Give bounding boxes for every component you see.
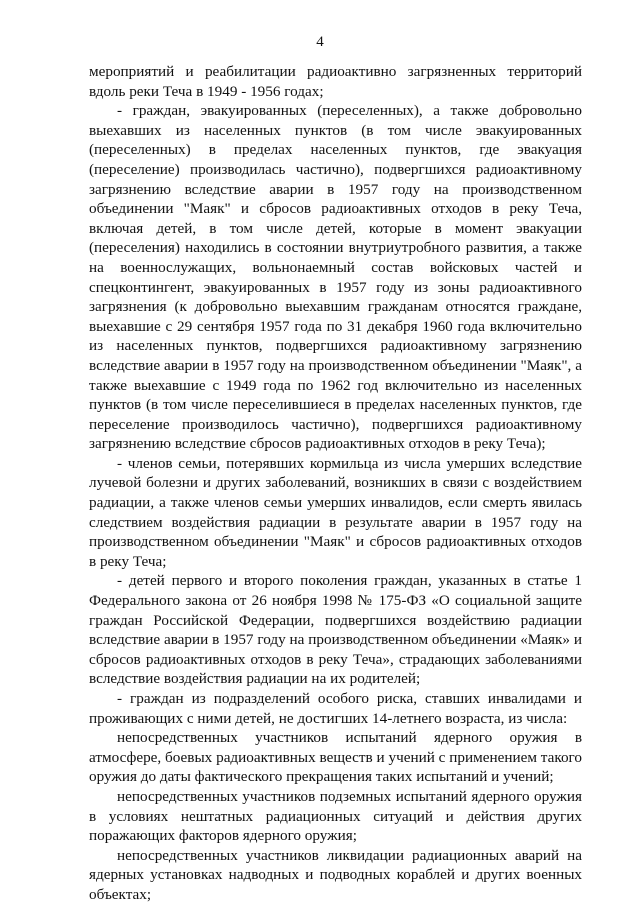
paragraph-evacuated-citizens: - граждан, эвакуированных (переселенных), а также добровольно выехавших из населенных пунктов (в том числе эвакуированных (переселенных) в пределах населенных пунктов, где эвакуация (переселение) производилась частично), подвергшихся радиоактивному загрязнению вследствие аварии в 1957 году на производственном объединении "Маяк" и сбросов радиоактивных отходов в реку Теча, включая детей, в том числе детей, которые в момент эвакуации (переселения) находились в состоянии внутриутробного развития, а также на военнослужащих, вольнонаемный состав войсковых частей и спецконтингент, эвакуированных в 1957 году из зоны радиоактивного загрязнения (к добровольно выехавшим гражданам относятся граждане, выехавшие с 29 сентября 1957 года по 31 декабря 1960 года включительно из населенных пунктов, подвергшихся радиоактивному загрязнению вследствие аварии в 1957 году на производственном объединении "Маяк", а также выехавшие с 1949 года по 1962 год включительно из населенных пунктов (в том числе переселившиеся в пределах населенных пунктов, где переселение производилось частично), подвергшихся радиоактивному загрязнению вследствие сбросов радиоактивных отходов в реку Теча); bbox=[89, 102, 582, 453]
page-number: 4 bbox=[316, 34, 324, 50]
paragraph-family-members: - членов семьи, потерявших кормильца из числа умерших вследствие лучевой болезни и других заболеваний, возникших в связи с воздействием радиации, а также членов семьи умерших инвалидов, если смерть явилась следствием воздействия радиации в результате аварии в 1957 году на производственном объединении "Маяк" и сбросов радиоактивных отходов в реку Теча; bbox=[89, 454, 582, 570]
paragraph-children-generations: - детей первого и второго поколения граждан, указанных в статье 1 Федерального закона от 26 ноября 1998 № 175-ФЗ «О социальной защите граждан Российской Федерации, подвергшихся воздействию радиации вследствие аварии в 1957 году на производственном объединении «Маяк» и сбросов радиоактивных отходов в реку Теча», страдающих заболеваниями вследствие воздействия радиации на их родителей; bbox=[89, 572, 582, 688]
paragraph-special-risk-units: - граждан из подразделений особого риска, ставших инвалидами и проживающих с ними детей, не достигших 14-летнего возраста, из числа: bbox=[89, 690, 582, 727]
document-body bbox=[89, 62, 582, 905]
paragraph-nuclear-tests-atmosphere: непосредственных участников испытаний ядерного оружия в атмосфере, боевых радиоактивных веществ и учений с применением такого оружия до даты фактического прекращения таких испытаний и учений; bbox=[89, 729, 582, 786]
paragraph-underground-tests: непосредственных участников подземных испытаний ядерного оружия в условиях нештатных радиационных ситуаций и действия других поражающих факторов ядерного оружия; bbox=[89, 787, 582, 845]
paragraph-radiation-accidents: непосредственных участников ликвидации радиационных аварий на ядерных установках надводных и подводных кораблей и других военных объектах; bbox=[89, 846, 582, 903]
paragraph-continuation: мероприятий и реабилитации радиоактивно загрязненных территорий вдоль реки Теча в 1949 - 1956 годах; bbox=[89, 63, 582, 100]
